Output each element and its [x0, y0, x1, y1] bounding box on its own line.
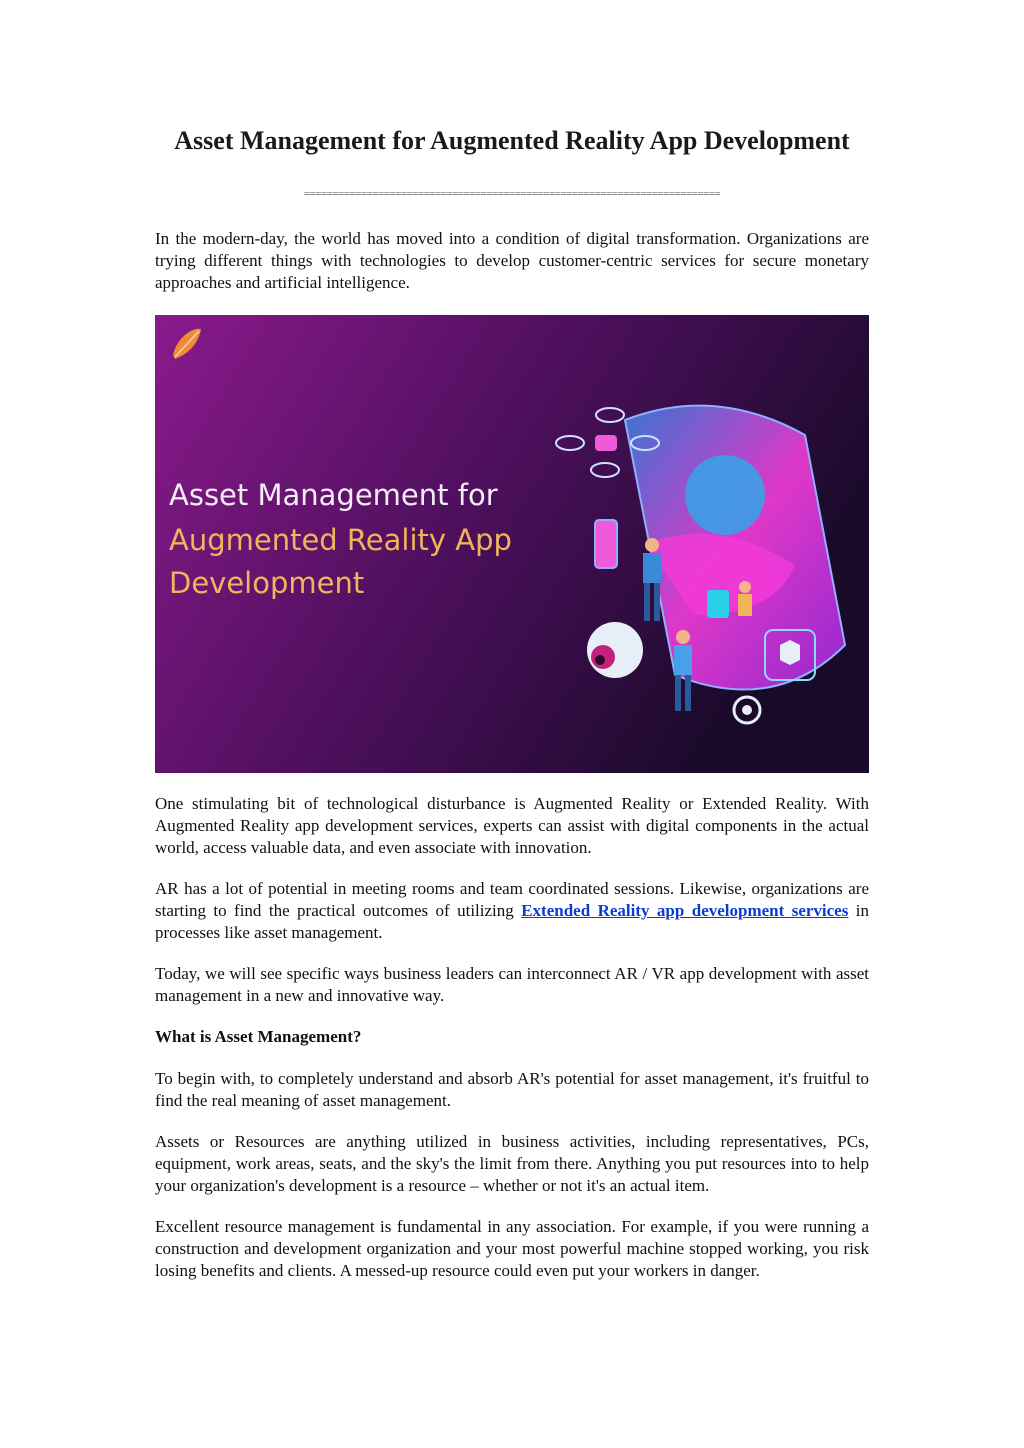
intro-paragraph: In the modern-day, the world has moved into a condition of digital transformation. Organizations are trying different things with technologies to develop customer-centric services for secure monetary approaches and artificial intelligence. [155, 229, 869, 292]
paragraph-management: Excellent resource management is fundamental in any association. For example, if you were running a construction and development organization and your most powerful machine stopped working, you risk losing benefits and clients. A messed-up resource could even put your workers in danger. [155, 1217, 869, 1280]
vr-headset-icon [587, 622, 643, 678]
paragraph-ar-potential [155, 878, 869, 944]
hero-title-line1: Asset Management for [169, 478, 498, 512]
hero-banner-image [155, 315, 869, 773]
phone-icon [595, 520, 617, 568]
paragraph-text: in processes like asset management. [155, 901, 869, 942]
paragraph-today: Today, we will see specific ways business leaders can interconnect AR / VR app development with asset management in a new and innovative way. [155, 964, 869, 1005]
paragraph-begin: To begin with, to completely understand and absorb AR's potential for asset management, it's fruitful to find the real meaning of asset management. [155, 1069, 869, 1110]
page-title: Asset Management for Augmented Reality App Development [174, 126, 850, 155]
section-heading: What is Asset Management? [155, 1027, 362, 1046]
paragraph-assets: Assets or Resources are anything utilized in business activities, including representatives, PCs, equipment, work areas, seats, and the sky's the limit from there. Anything you put resources into to help your organization's development is a resource – whether or not it's an actual item. [155, 1132, 869, 1195]
hero-title-line2: Augmented Reality App [169, 523, 512, 557]
paragraph-ar-intro: One stimulating bit of technological disturbance is Augmented Reality or Extended Reality. With Augmented Reality app development services, experts can assist with digital components in the actual world, access valuable data, and even associate with innovation. [155, 794, 869, 857]
extended-reality-services-link[interactable]: Extended Reality app development services [521, 901, 849, 920]
title-divider: ========================================================================= [303, 188, 721, 200]
paragraph-text: AR has a lot of potential in meeting rooms and team coordinated sessions. Likewise, organizations are starting to find the practical outcomes of utilizing [155, 879, 869, 920]
hero-title-line3: Development [169, 566, 365, 600]
